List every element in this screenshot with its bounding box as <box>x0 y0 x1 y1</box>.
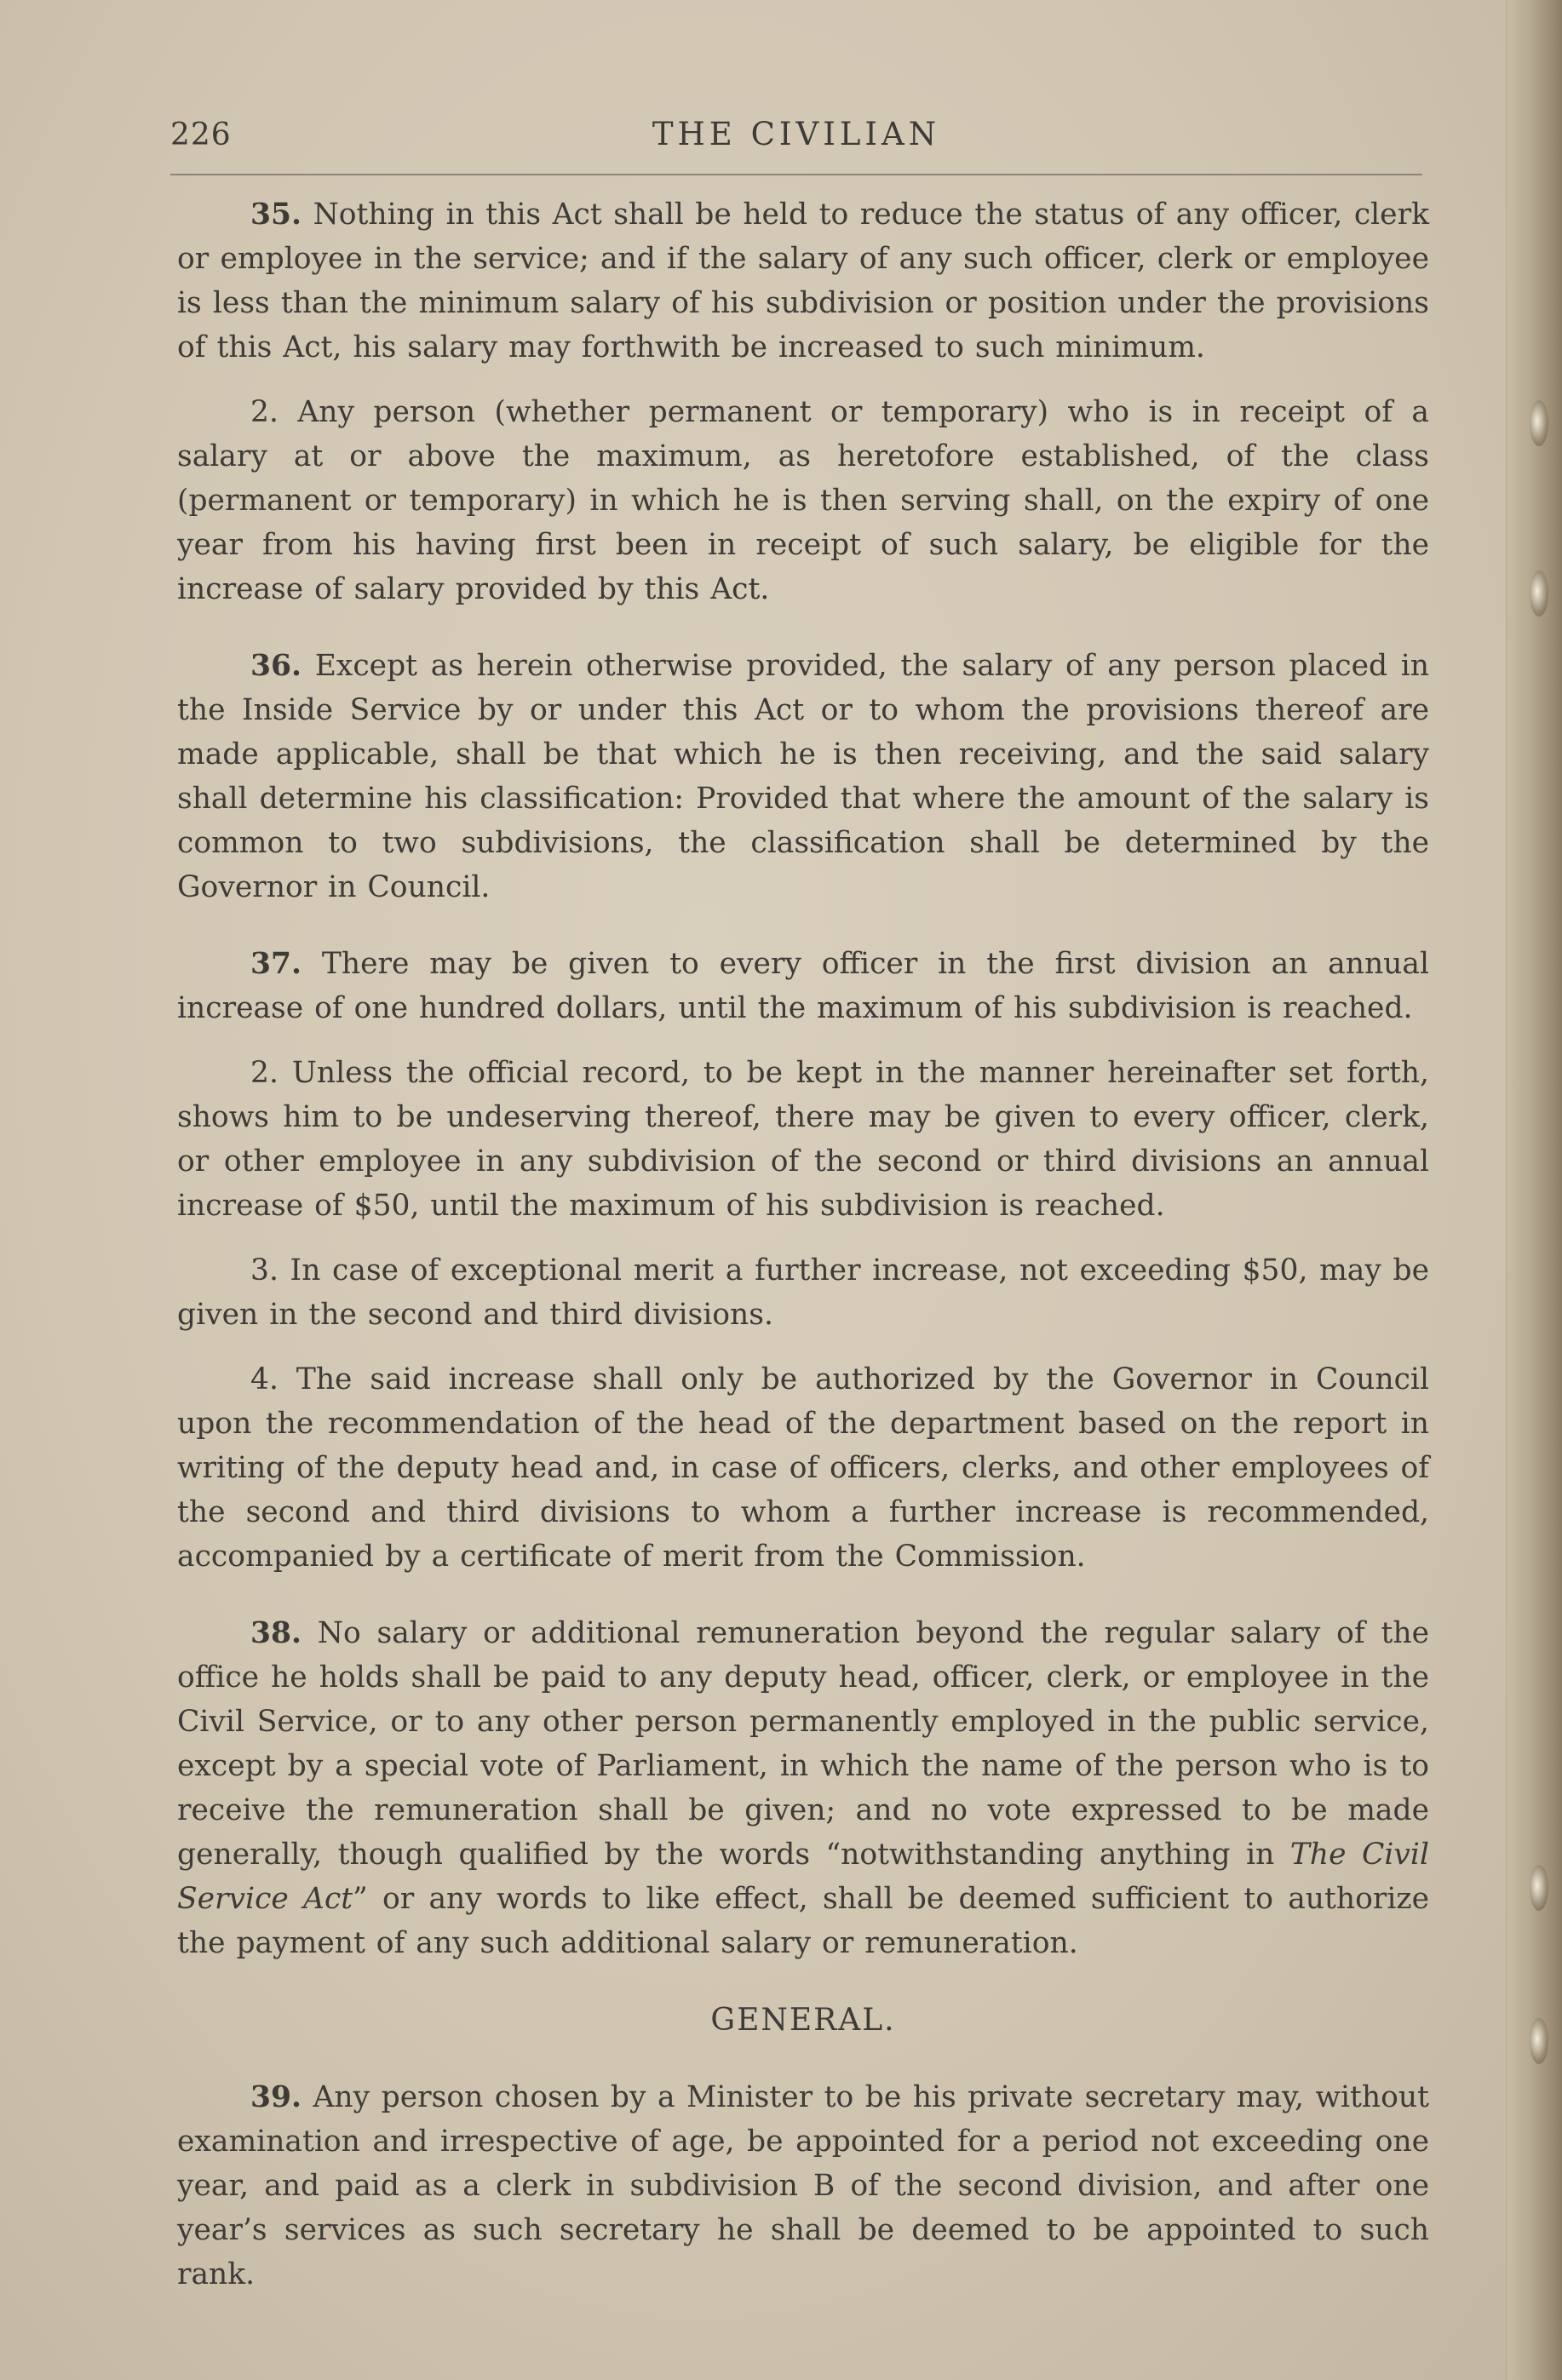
subsection-text: 4. The said increase shall only be authorized by the Governor in Council upon the recommendation of the head of the department based on the report in writing of the deputy head and, in case of officers, clerks, and other employees of the second and third divisions to whom a further increase is recommended, accompanied by a certificate of merit from the Commission. <box>177 1362 1429 1574</box>
section-36 <box>177 644 1429 909</box>
section-37 <box>177 942 1429 1030</box>
section-text: Except as herein otherwise provided, the salary of any person placed in the Inside Service by or under this Act or to whom the provisions thereof are made applicable, shall be that which he is then receiving, and the said salary shall determine his classification: Provided that where the amount of the salary is common to two subdivisions, the classification shall be determined by the Governor in Council. <box>177 649 1429 904</box>
section-number: 38. <box>250 1616 302 1650</box>
section-number: 39. <box>250 2080 302 2114</box>
binding-stitch-icon <box>1530 1865 1548 1911</box>
section-text: Any person chosen by a Minister to be his private secretary may, without examination and irrespective of age, be appointed for a period not exceeding one year, and paid as a clerk in subdivision B of the second division, and after one year’s services as such secretary he shall be deemed to be appointed to such rank. <box>177 2080 1429 2291</box>
section-number: 35. <box>250 198 302 232</box>
subsection-text: 2. Any person (whether permanent or temporary) who is in receipt of a salary at or above the maximum, as heretofore established, of the class (permanent or temporary) in which he is then serving shall, on the expiry of one year from his having first been in receipt of such salary, be eligible for the increase of salary provided by this Act. <box>177 395 1429 606</box>
section-text-continued: ” or any words to like effect, shall be deemed sufficient to authorize the payment of any such additional salary or remuneration. <box>177 1882 1429 1960</box>
section-text: No salary or additional remuneration beyond the regular salary of the office he holds shall be paid to any deputy head, officer, clerk, or employee in the Civil Service, or to any other person permanently employed in the public service, except by a special vote of Parliament, in which the name of the person who is to receive the remuneration shall be given; and no vote expressed to be made generally, though qualified by the words “notwithstanding anything in <box>177 1616 1429 1872</box>
page-header <box>170 112 1422 175</box>
act-title-italic: The Civil Service Act <box>177 1838 1429 1916</box>
book-binding-edge <box>1506 0 1562 2380</box>
page-number: 226 <box>170 118 232 152</box>
section-38 <box>177 1611 1429 1965</box>
general-heading: GENERAL. <box>710 2003 896 2038</box>
subsection-text: 2. Unless the official record, to be kept in the manner hereinafter set forth, shows him to be undeserving thereof, there may be given to every officer, clerk, or other employee in any subdivision of the second or third divisions an annual increase of $50, until the maximum of his subdivision is reached. <box>177 1056 1429 1223</box>
section-37-subsection-2 <box>177 1051 1429 1228</box>
section-35 <box>177 192 1429 370</box>
section-number: 36. <box>250 649 302 683</box>
section-37-subsection-4 <box>177 1357 1429 1579</box>
section-37-subsection-3 <box>177 1248 1429 1337</box>
binding-stitch-icon <box>1530 400 1548 446</box>
binding-stitch-icon <box>1530 571 1548 617</box>
running-head: THE CIVILIAN <box>652 116 941 152</box>
page-body <box>177 192 1429 2297</box>
section-35-subsection-2 <box>177 390 1429 611</box>
section-text: There may be given to every officer in the first division an annual increase of one hundred dollars, until the maximum of his subdivision is reached. <box>177 947 1430 1025</box>
section-text: Nothing in this Act shall be held to reduce the status of any officer, clerk or employee in the service; and if the salary of any such officer, clerk or employee is less than the minimum salary of his subdivision or position under the provisions of this Act, his salary may forthwith be increased to such minimum. <box>177 198 1429 364</box>
section-39 <box>177 2075 1429 2297</box>
binding-stitch-icon <box>1530 2018 1548 2064</box>
subsection-text: 3. In case of exceptional merit a further increase, not exceeding $50, may be given in the second and third divisions. <box>177 1253 1429 1332</box>
section-number: 37. <box>250 947 302 981</box>
